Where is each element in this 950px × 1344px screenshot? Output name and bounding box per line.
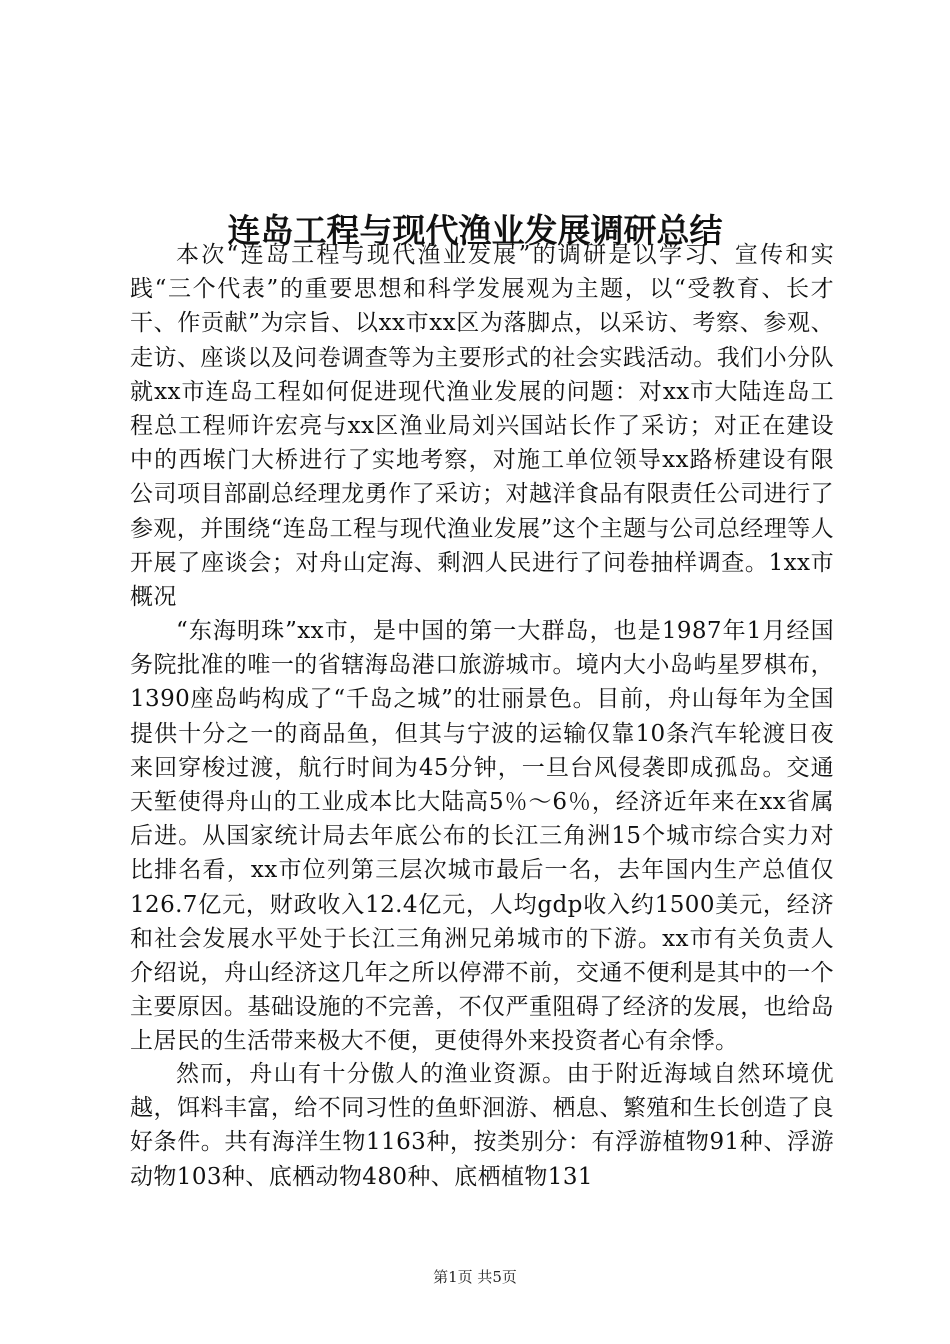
document-title: 连岛工程与现代渔业发展调研总结 [227, 211, 723, 251]
paragraph-text: 本次“连岛工程与现代渔业发展”的调研是以学习、宣传和实践“三个代表”的重要思想和科学发展观为主题，以“受教育、长才干、作贡献”为宗旨、以xx市xx区为落脚点，以采访、考察、参观、走访、座谈以及问卷调查等为主要形式的社会实践活动。我们小分队就xx市连岛工程如何促进现代渔业发展的问题：对xx市大陆连岛工程总工程师许宏亮与xx区渔业局刘兴国站长作了采访；对正在建设中的西堠门大桥进行了实地考察，对施工单位领导xx路桥建设有限公司项目部副总经理龙勇作了采访；对越洋食品有限责任公司进行了参观，并围绕“连岛工程与现代渔业发展”这个主题与公司总经理等人开展了座谈会；对舟山定海、剩泗人民进行了问卷抽样调查。1xx市概况 [130, 242, 834, 611]
paragraph-fishery-resources [130, 1057, 834, 1194]
page-footer: 第1页 共5页 [433, 1268, 517, 1286]
paragraph-text: “东海明珠”xx市，是中国的第一大群岛，也是1987年1月经国务院批准的唯一的省辖海岛港口旅游城市。境内大小岛屿星罗棋布，1390座岛屿构成了“千岛之城”的壮丽景色。目前，舟山每年为全国提供十分之一的商品鱼，但其与宁波的运输仅靠10条汽车轮渡日夜来回穿梭过渡，航行时间为45分钟，一旦台风侵袭即成孤岛。交通天堑使得舟山的工业成本比大陆高5％～6％，经济近年来在xx省属后进。从国家统计局去年底公布的长江三角洲15个城市综合实力对比排名看，xx市位列第三层次城市最后一名，去年国内生产总值仅126.7亿元，财政收入12.4亿元，人均gdp收入约1500美元，经济和社会发展水平处于长江三角洲兄弟城市的下游。xx市有关负责人介绍说，舟山经济这几年之所以停滞不前，交通不便利是其中的一个主要原因。基础设施的不完善，不仅严重阻碍了经济的发展，也给岛上居民的生活带来极大不便，更使得外来投资者心有余悸。 [130, 618, 834, 1055]
paragraph-intro [130, 238, 834, 614]
paragraph-text: 然而，舟山有十分傲人的渔业资源。由于附近海域自然环境优越，饵料丰富，给不同习性的鱼虾洄游、栖息、繁殖和生长创造了良好条件。共有海洋生物1163种，按类别分：有浮游植物91种、浮游动物103种、底栖动物480种、底栖植物131 [130, 1061, 834, 1190]
paragraph-city-overview [130, 614, 834, 1059]
